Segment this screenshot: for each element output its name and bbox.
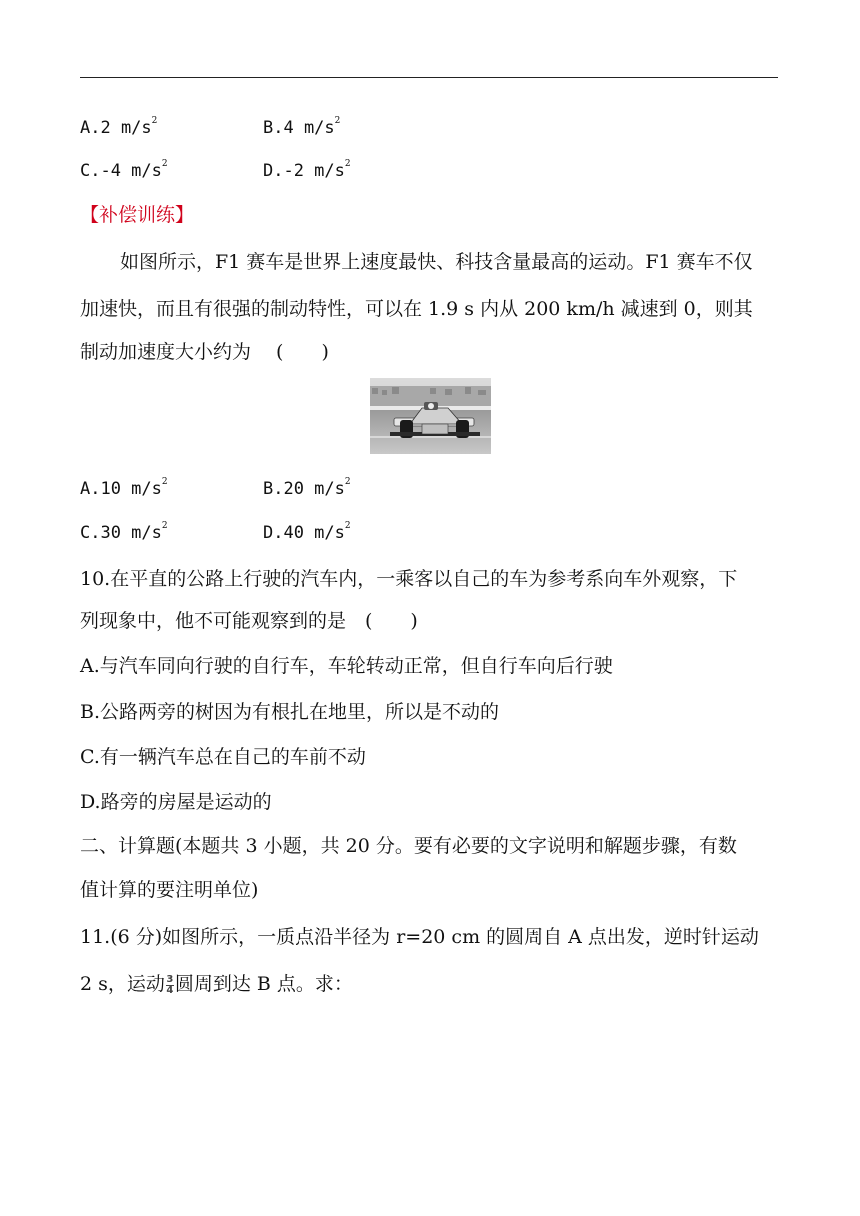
q10-option-c: C.有一辆汽车总在自己的车前不动	[80, 746, 366, 768]
q11-line-2-suffix: 圆周到达 B 点。求：	[174, 973, 353, 995]
practice-option-row-2	[80, 520, 351, 545]
q10-stem-line-1: 10.在平直的公路上行驶的汽车内，一乘客以自己的车为参考系向车外观察，下	[80, 568, 738, 590]
q9-option-row-2	[80, 158, 351, 183]
practice-line-3: 制动加速度大小约为 ( )	[80, 341, 329, 363]
practice-option-b: B.20 $m/s^2$	[263, 477, 351, 499]
practice-option-a: A.10 $m/s^2$	[80, 477, 168, 499]
section2-line-2: 值计算的要注明单位)	[80, 879, 259, 901]
section2-line-1: 二、计算题(本题共 3 小题，共 20 分。要有必要的文字说明和解题步骤，有数	[80, 835, 737, 857]
section-tag: 【补偿训练】	[80, 204, 195, 226]
practice-line-2: 加速快，而且有很强的制动特性，可以在 1.9 s 内从 200 km/h 减速到 0，则其	[80, 298, 753, 320]
q9-option-c: C.-4 $m/s^2$	[80, 159, 168, 181]
q10-option-a: A.与汽车同向行驶的自行车，车轮转动正常，但自行车向后行驶	[80, 655, 613, 677]
q11-line-2-prefix: 2 s，运动	[80, 973, 165, 995]
header-rule	[80, 77, 778, 78]
q11-line-2	[80, 972, 780, 996]
practice-option-c: C.30 $m/s^2$	[80, 521, 168, 543]
fraction-three-quarters: $\frac{3}{4}$	[166, 973, 174, 996]
q10-option-d: D.路旁的房屋是运动的	[80, 791, 272, 813]
q9-option-row-1	[80, 115, 341, 140]
q10-stem-line-2: 列现象中，他不可能观察到的是 ( )	[80, 610, 418, 632]
q11-line-1: 11.(6 分)如图所示，一质点沿半径为 r=20 cm 的圆周自 A 点出发，逆时针运动	[80, 926, 759, 948]
f1-car-photo	[370, 378, 491, 454]
q9-option-d: D.-2 $m/s^2$	[263, 159, 351, 181]
practice-line-1: 如图所示，F1 赛车是世界上速度最快、科技含量最高的运动。F1 赛车不仅	[120, 251, 753, 273]
q9-option-b: B.4 $m/s^2$	[263, 116, 341, 138]
practice-option-d: D.40 $m/s^2$	[263, 521, 351, 543]
q9-option-a: A.2 $m/s^2$	[80, 116, 158, 138]
q10-option-b: B.公路两旁的树因为有根扎在地里，所以是不动的	[80, 701, 500, 723]
practice-option-row-1	[80, 476, 351, 501]
